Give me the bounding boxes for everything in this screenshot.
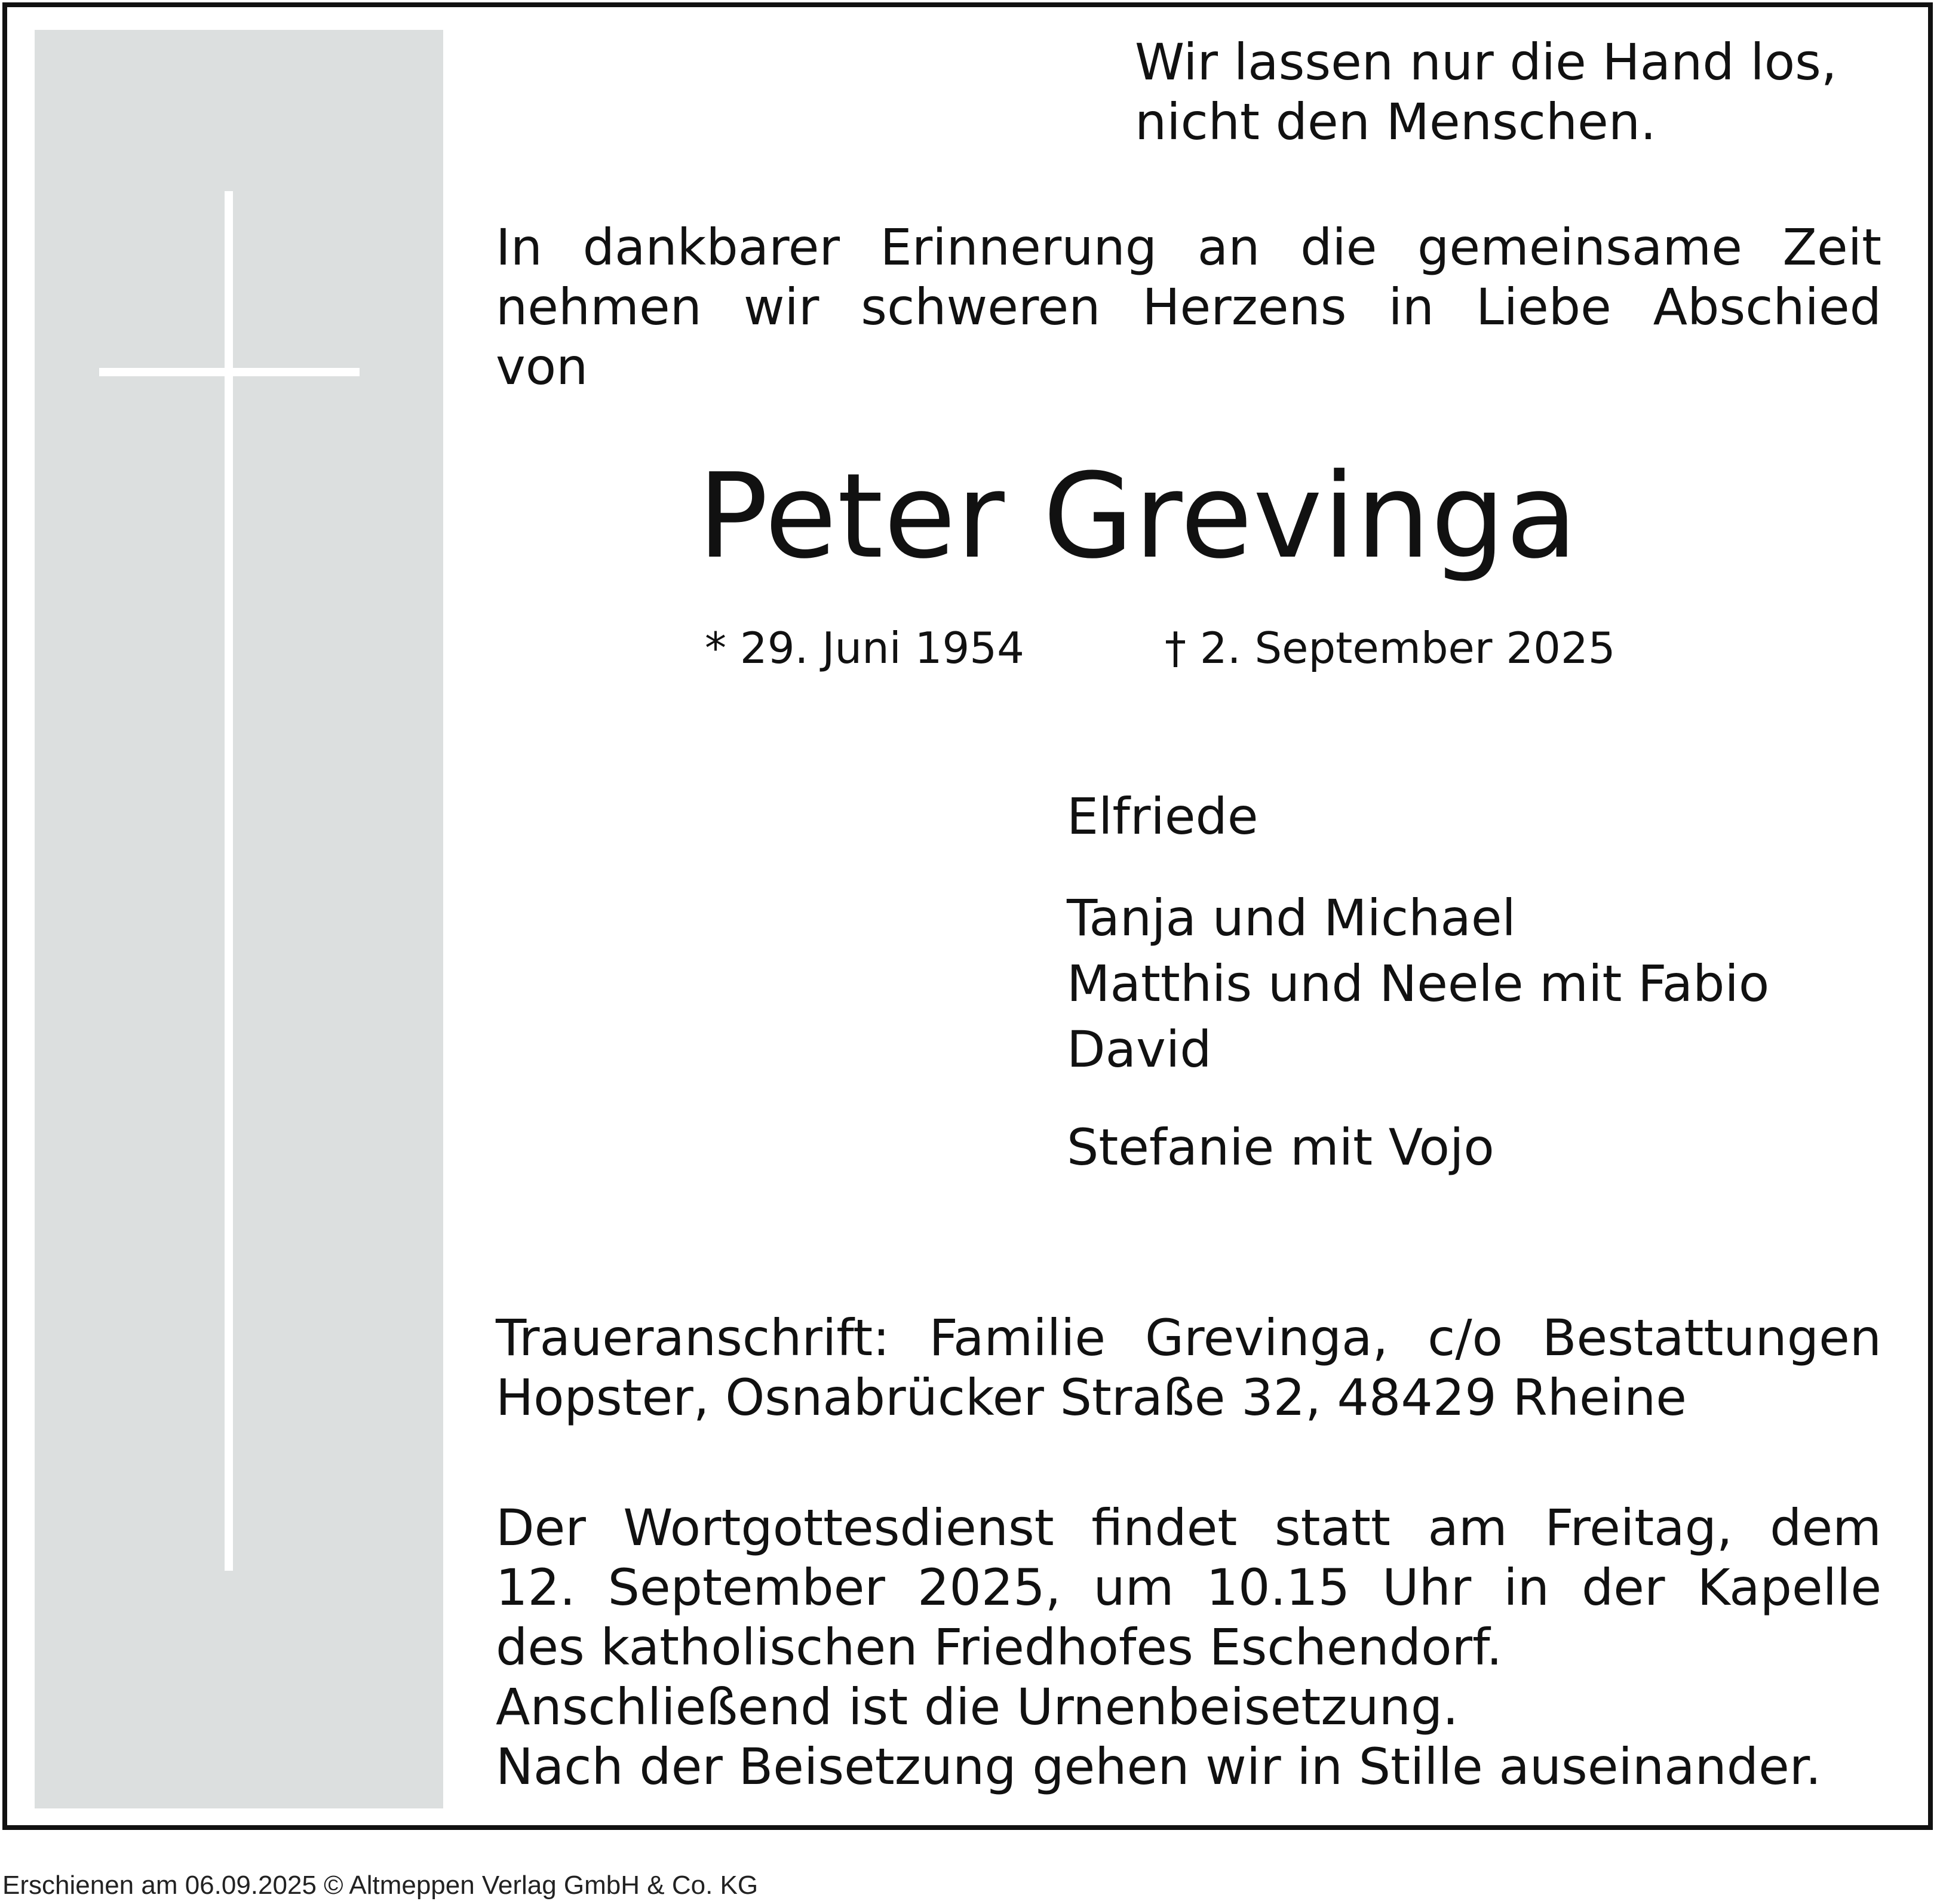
death-date: † 2. September 2025 xyxy=(1165,623,1616,673)
family-line-4: David xyxy=(1067,1020,1212,1079)
service-line-4: Anschließend ist die Urnenbeisetzung. xyxy=(496,1678,1459,1736)
motto-line-2: nicht den Menschen. xyxy=(1135,93,1656,151)
service-line-1: Der Wortgottesdienst findet statt am Freitag, dem xyxy=(496,1498,1881,1557)
intro-line-3: von xyxy=(496,337,588,396)
mourning-address xyxy=(496,1308,1881,1427)
family-line-3: Matthis und Neele mit Fabio xyxy=(1067,954,1770,1013)
cross-icon xyxy=(225,191,233,1571)
family-line-2: Tanja und Michael xyxy=(1067,889,1516,947)
motto-line-1: Wir lassen nur die Hand los, xyxy=(1135,33,1837,91)
service-info xyxy=(496,1498,1881,1796)
family-line-5: Stefanie mit Vojo xyxy=(1067,1118,1494,1177)
publication-footer: Erschienen am 06.09.2025 © Altmeppen Verlag GmbH & Co. KG xyxy=(2,1871,759,1900)
side-panel xyxy=(35,30,443,1808)
intro-text xyxy=(496,217,1881,397)
intro-line-2: nehmen wir schweren Herzens in Liebe Abschied xyxy=(496,278,1881,336)
family-line-1: Elfriede xyxy=(1067,787,1258,846)
address-line-2: Hopster, Osnabrücker Straße 32, 48429 Rheine xyxy=(496,1368,1687,1427)
service-line-2: 12. September 2025, um 10.15 Uhr in der Kapelle xyxy=(496,1558,1881,1617)
intro-line-1: In dankbarer Erinnerung an die gemeinsame Zeit xyxy=(496,218,1881,277)
cross-icon-crossbar xyxy=(99,368,360,376)
birth-date: * 29. Juni 1954 xyxy=(705,623,1024,673)
service-line-3: des katholischen Friedhofes Eschendorf. xyxy=(496,1618,1503,1676)
address-line-1: Traueranschrift: Familie Grevinga, c/o Bestattungen xyxy=(496,1309,1881,1367)
motto xyxy=(1135,32,1837,152)
service-line-5: Nach der Beisetzung gehen wir in Stille auseinander. xyxy=(496,1737,1822,1796)
deceased-name: Peter Grevinga xyxy=(698,449,1579,585)
